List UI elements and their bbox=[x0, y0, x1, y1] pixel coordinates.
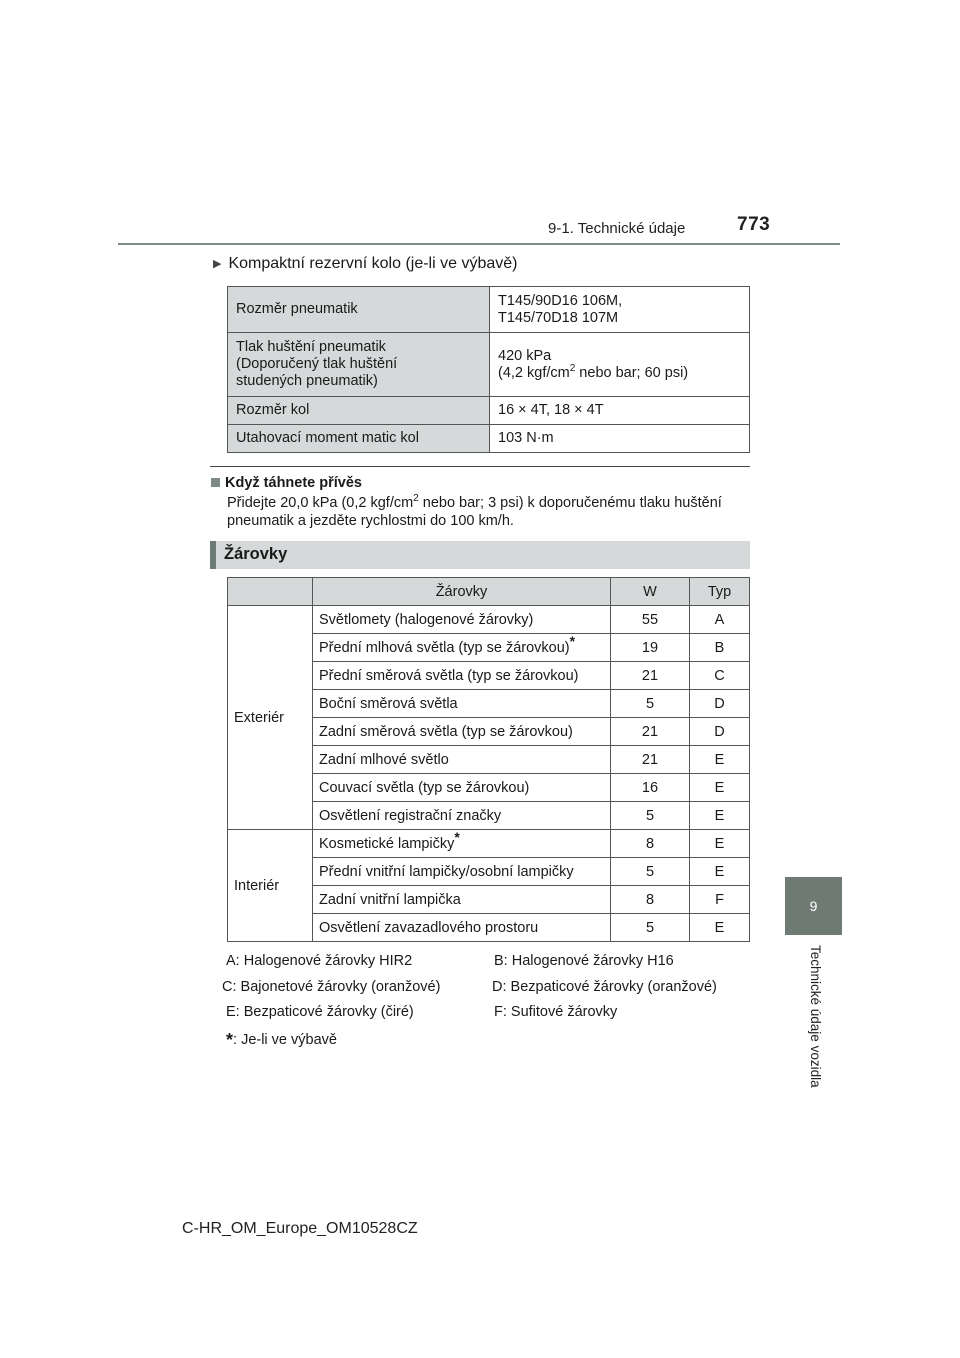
spec-value-line: T145/70D18 107M bbox=[498, 309, 619, 326]
towing-text-part: Přidejte 20,0 kPa (0,2 kgf/cm bbox=[227, 495, 414, 511]
bulb-type: D bbox=[690, 718, 750, 746]
section-title: 9-1. Technické údaje bbox=[548, 220, 686, 237]
chapter-tab bbox=[785, 877, 842, 935]
spec-label: Rozměr kol bbox=[228, 397, 490, 425]
legend-note-text: : Je-li ve výbavě bbox=[233, 1032, 337, 1048]
chapter-label: Technické údaje vozidla bbox=[808, 945, 823, 1088]
bulb-name: Přední vnitřní lampičky/osobní lampičky bbox=[313, 858, 611, 886]
bulb-watt: 19 bbox=[611, 634, 690, 662]
bulb-name-text: Kosmetické lampičky bbox=[319, 835, 455, 852]
legend-e: E: Bezpaticové žárovky (čiré) bbox=[226, 1004, 414, 1020]
col-header-group bbox=[228, 578, 313, 606]
chapter-label-wrapper bbox=[785, 945, 842, 1105]
legend-note bbox=[226, 1028, 337, 1049]
bulb-type: B bbox=[690, 634, 750, 662]
table-header-row bbox=[228, 578, 750, 606]
bulb-watt: 5 bbox=[611, 914, 690, 942]
spec-label bbox=[228, 333, 490, 397]
spec-label: Utahovací moment matic kol bbox=[228, 425, 490, 453]
superscript: 2 bbox=[569, 362, 576, 374]
bulb-name: Osvětlení zavazadlového prostoru bbox=[313, 914, 611, 942]
spec-label-line: (Doporučený tlak huštění bbox=[236, 356, 398, 372]
bulb-type: D bbox=[690, 690, 750, 718]
bulb-watt: 55 bbox=[611, 606, 690, 634]
bulb-name: Zadní mlhové světlo bbox=[313, 746, 611, 774]
bulb-watt: 8 bbox=[611, 830, 690, 858]
spec-value bbox=[490, 333, 750, 397]
bulb-type: E bbox=[690, 746, 750, 774]
bulb-watt: 5 bbox=[611, 802, 690, 830]
bulb-type: A bbox=[690, 606, 750, 634]
towing-heading bbox=[211, 475, 362, 491]
bulb-name bbox=[313, 830, 611, 858]
chapter-number: 9 bbox=[809, 898, 818, 914]
bulbs-section-bar bbox=[210, 541, 750, 569]
bulb-name: Boční směrová světla bbox=[313, 690, 611, 718]
spare-spec-table bbox=[227, 286, 750, 453]
bulb-name: Světlomety (halogenové žárovky) bbox=[313, 606, 611, 634]
towing-text bbox=[227, 494, 752, 530]
bulb-watt: 21 bbox=[611, 746, 690, 774]
spec-label: Rozměr pneumatik bbox=[228, 287, 490, 333]
table-row bbox=[228, 397, 750, 425]
asterisk-note: * bbox=[454, 828, 460, 845]
bulb-name: Zadní směrová světla (typ se žárovkou) bbox=[313, 718, 611, 746]
col-header-bulb: Žárovky bbox=[313, 578, 611, 606]
spare-heading-text: Kompaktní rezervní kolo (je-li ve výbavě) bbox=[228, 255, 518, 272]
superscript: 2 bbox=[413, 493, 419, 505]
bulb-type: E bbox=[690, 802, 750, 830]
bulb-type: F bbox=[690, 886, 750, 914]
bulb-watt: 21 bbox=[611, 718, 690, 746]
bulb-name: Osvětlení registrační značky bbox=[313, 802, 611, 830]
bulb-name: Zadní vnitřní lampička bbox=[313, 886, 611, 914]
spec-value-line: 420 kPa bbox=[498, 347, 552, 364]
table-row bbox=[228, 606, 750, 634]
table-row bbox=[228, 333, 750, 397]
bulb-type: E bbox=[690, 858, 750, 886]
table-row bbox=[228, 425, 750, 453]
bulb-name: Přední směrová světla (typ se žárovkou) bbox=[313, 662, 611, 690]
col-header-type: Typ bbox=[690, 578, 750, 606]
spec-label-line: studených pneumatik) bbox=[236, 373, 378, 389]
group-exterior: Exteriér bbox=[228, 606, 313, 830]
spec-value-line: T145/90D16 106M, bbox=[498, 292, 623, 309]
spec-label-line: Tlak huštění pneumatik bbox=[236, 339, 386, 355]
table-row bbox=[228, 287, 750, 333]
bulb-table bbox=[227, 577, 750, 942]
bulb-watt: 16 bbox=[611, 774, 690, 802]
bulb-name: Couvací světla (typ se žárovkou) bbox=[313, 774, 611, 802]
bulb-watt: 5 bbox=[611, 858, 690, 886]
bulbs-section-title: Žárovky bbox=[224, 545, 288, 563]
bulb-type: E bbox=[690, 830, 750, 858]
bulb-type: E bbox=[690, 774, 750, 802]
spare-heading bbox=[213, 255, 517, 273]
spec-value-part: nebo bar; 60 psi) bbox=[575, 364, 689, 381]
table-row bbox=[228, 830, 750, 858]
bulb-watt: 8 bbox=[611, 886, 690, 914]
bulb-name-text: Přední mlhová světla (typ se žárovkou) bbox=[319, 639, 570, 656]
separator-rule bbox=[210, 466, 750, 467]
legend-c: C: Bajonetové žárovky (oranžové) bbox=[222, 979, 441, 995]
spec-value bbox=[490, 287, 750, 333]
towing-heading-text: Když táhnete přívěs bbox=[225, 475, 362, 491]
bulb-type: C bbox=[690, 662, 750, 690]
spec-value: 16 × 4T, 18 × 4T bbox=[490, 397, 750, 425]
spec-value-part: (4,2 kgf/cm bbox=[498, 364, 570, 381]
triangle-bullet-icon: ▶ bbox=[213, 258, 222, 270]
bulb-type: E bbox=[690, 914, 750, 942]
document-code: C-HR_OM_Europe_OM10528CZ bbox=[182, 1220, 418, 1237]
legend-f: F: Sufitové žárovky bbox=[494, 1004, 618, 1020]
asterisk-note: * bbox=[226, 1030, 234, 1050]
bulb-watt: 5 bbox=[611, 690, 690, 718]
col-header-watt: W bbox=[611, 578, 690, 606]
spec-value: 103 N·m bbox=[490, 425, 750, 453]
asterisk-note: * bbox=[569, 632, 576, 649]
legend-a: A: Halogenové žárovky HIR2 bbox=[226, 953, 413, 969]
section-accent bbox=[210, 541, 216, 569]
header-rule bbox=[118, 243, 840, 245]
bulb-name bbox=[313, 634, 611, 662]
group-interior: Interiér bbox=[228, 830, 313, 942]
page-number: 773 bbox=[737, 214, 771, 235]
legend-d: D: Bezpaticové žárovky (oranžové) bbox=[492, 979, 717, 995]
towing-text-part: nebo bar; 3 psi) k doporučenému tlaku huštění pneumatik a jezděte rychlostmi do 100 km/h. bbox=[227, 495, 722, 529]
bulb-watt: 21 bbox=[611, 662, 690, 690]
square-bullet-icon bbox=[211, 478, 220, 487]
legend-b: B: Halogenové žárovky H16 bbox=[494, 953, 674, 969]
